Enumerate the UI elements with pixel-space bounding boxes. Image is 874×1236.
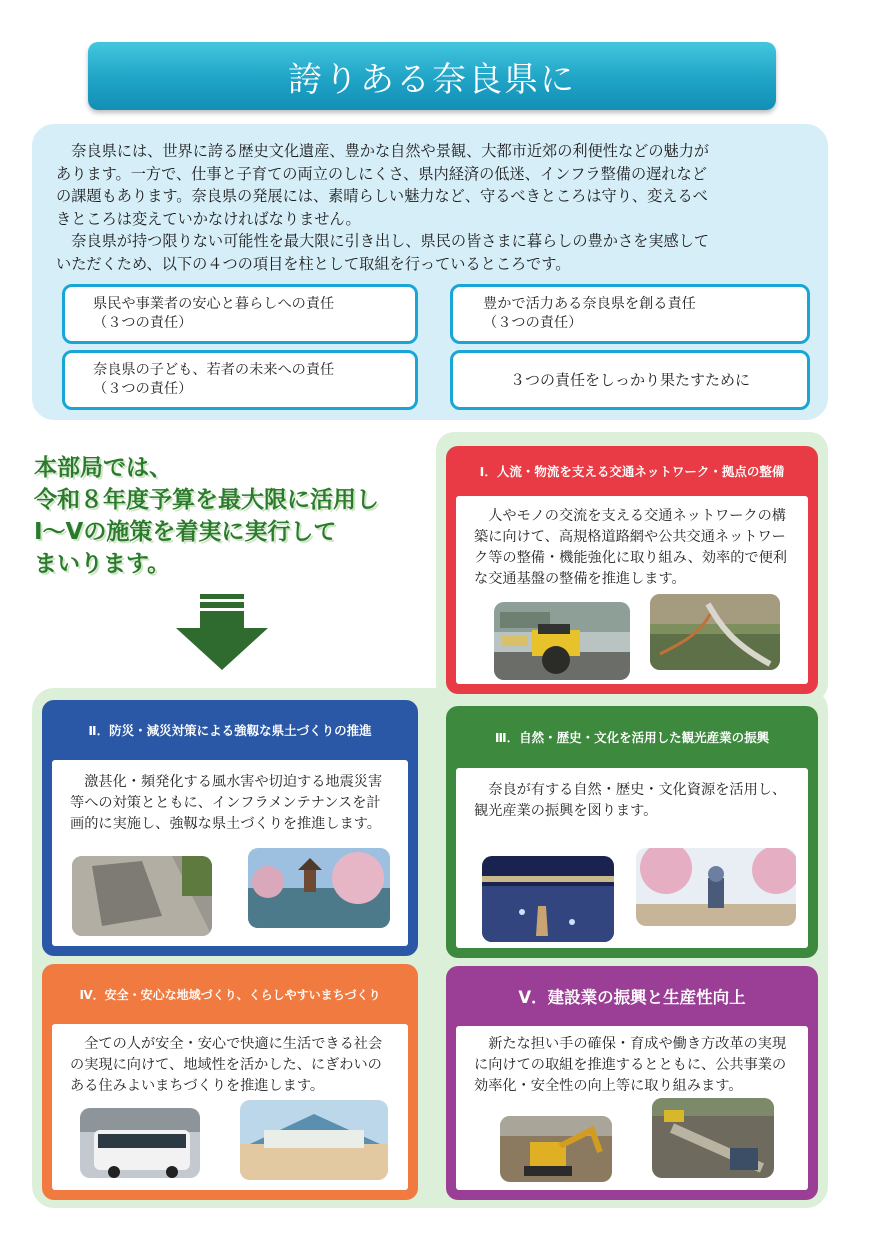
highway-aerial-photo: [650, 594, 780, 670]
slogan-line: 本部局では、: [34, 455, 172, 481]
slogan-line: まいります。: [34, 551, 171, 577]
responsibility-title: ３つの責任をしっかり果たすために: [509, 370, 750, 389]
policy-card-5: [446, 966, 818, 1200]
page-title: 誇りある奈良県に: [288, 59, 576, 100]
policy-text: 新たな担い手の確保・育成や働き方改革の実現に向けての取組を推進するとともに、公共事業の効率化・安全性の向上等に取り組みます。: [474, 1036, 787, 1094]
slogan-line: Ⅰ～Ⅴの施策を着実に実行して: [34, 519, 337, 545]
policy-text: 人やモノの交流を支える交通ネットワークの構築に向けて、高規格道路網や公共交通ネットワーク等の整備・機能強化に取り組み、効率的で便利な交通基盤の整備を推進します。: [474, 508, 787, 587]
road-roller-photo: [494, 602, 630, 680]
policy-heading: Ⅰ．人流・物流を支える交通ネットワーク・拠点の整備: [479, 464, 785, 479]
policy-heading: Ⅴ．建設業の振興と生産性向上: [518, 988, 746, 1007]
intro-line: 奈良県には、世界に誇る歴史文化遺産、豊かな自然や景観、大都市近郊の利便性などの魅力が: [56, 142, 710, 160]
policy-text: 激甚化・頻発化する風水害や切迫する地震災害等への対策とともに、インフラメンテナンスを計画的に実施し、強靱な県土づくりを推進します。: [70, 774, 383, 832]
nara-deer-lights-photo: [482, 856, 614, 942]
excavator-photo: [500, 1116, 612, 1182]
intro-text: [56, 140, 808, 275]
slogan-line: 令和８年度予算を最大限に活用し: [34, 487, 379, 513]
responsibility-sub: （３つの責任）: [93, 381, 193, 397]
intro-line: きところは変えていかなければなりません。: [56, 209, 361, 228]
sakura-mascot-photo: [636, 848, 796, 926]
temple-pond-photo: [248, 848, 390, 928]
responsibility-box-future: [62, 350, 418, 410]
responsibility-box-vitality: [450, 284, 810, 344]
responsibility-box-safety: [62, 284, 418, 344]
policy-text: 全ての人が安全・安心で快適に生活できる社会の実現に向けて、地域性を活かした、にぎわいのある住みよいまちづくりを推進します。: [70, 1036, 383, 1094]
policy-card-4: [42, 964, 418, 1200]
intro-line: あります。一方で、仕事と子育ての両立のしにくさ、県内経済の低迷、インフラ整備の遅れなど: [56, 164, 707, 183]
intro-line: いただくため、以下の４つの項目を柱として取組を行っているところです。: [56, 254, 571, 273]
policy-heading: Ⅱ．防災・減災対策による強靱な県土づくりの推進: [88, 723, 372, 738]
responsibility-box-fulfill: [450, 350, 810, 410]
station-plaza-photo: [240, 1100, 388, 1180]
slope-protection-photo: [72, 856, 212, 936]
intro-line: の課題もあります。奈良県の発展には、素晴らしい魅力など、守るべきところは守り、変えるべ: [56, 187, 708, 205]
policy-heading: Ⅲ．自然・歴史・文化を活用した観光産業の振興: [494, 730, 770, 745]
responsibility-title: 県民や事業者の安心と暮らしへの責任: [93, 296, 335, 312]
construction-site-photo: [652, 1098, 774, 1178]
policy-card-3: [446, 706, 818, 958]
policy-card-1: [446, 446, 818, 694]
responsibility-sub: （３つの責任）: [483, 315, 583, 331]
bus-photo: [80, 1108, 200, 1178]
policy-card-2: [42, 700, 418, 956]
policy-heading: Ⅳ．安全・安心な地域づくり、くらしやすいまちづくり: [79, 987, 381, 1002]
responsibility-sub: （３つの責任）: [93, 315, 193, 331]
policy-text: 奈良が有する自然・歴史・文化資源を活用し、観光産業の振興を図ります。: [474, 782, 787, 819]
down-arrow-icon: [176, 594, 268, 670]
responsibility-title: 奈良県の子ども、若者の未来への責任: [93, 362, 335, 378]
intro-line: 奈良県が持つ限りない可能性を最大限に引き出し、県民の皆さまに暮らしの豊かさを実感して: [56, 232, 710, 250]
title-banner: [88, 42, 776, 110]
responsibility-title: 豊かで活力ある奈良県を創る責任: [483, 296, 696, 312]
